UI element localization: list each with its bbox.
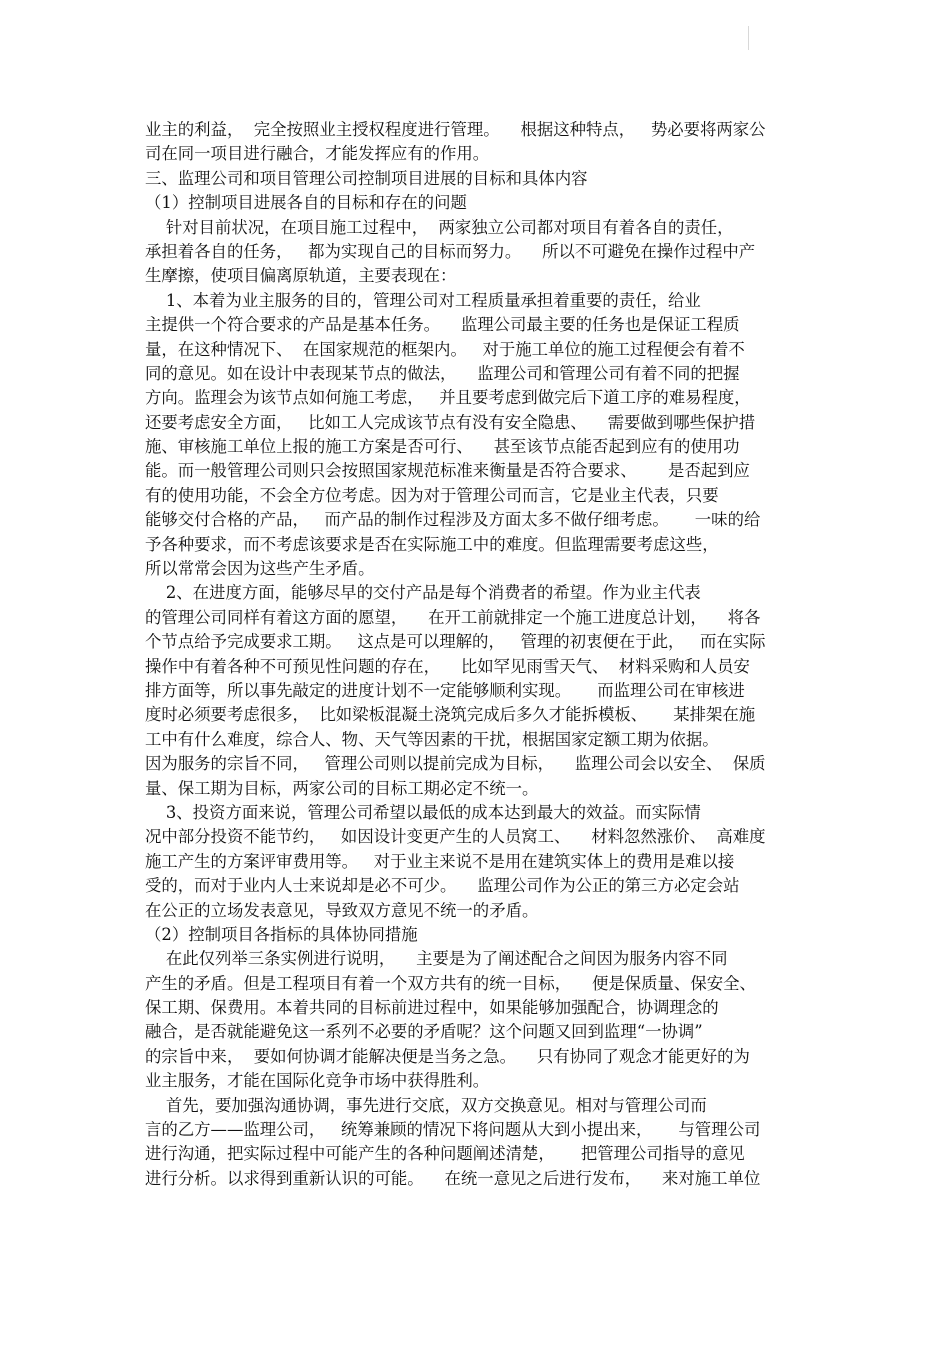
text-line: 能够交付合格的产品， 而产品的制作过程涉及方面太多不做仔细考虑。 一味的给 <box>145 510 761 530</box>
text-line: 生摩擦，使项目偏离原轨道，主要表现在： <box>145 266 457 286</box>
text-line: 方向。监理会为该节点如何施工考虑， 并且要考虑到做完后下道工序的难易程度， <box>145 388 751 408</box>
text-line: 的管理公司同样有着这方面的愿望， 在开工前就排定一个施工进度总计划， 将各 <box>145 607 761 627</box>
text-line: 产生的矛盾。但是工程项目有着一个双方共有的统一目标， 便是保质量、保安全、 <box>145 973 756 993</box>
text-line: 况中部分投资不能节约， 如因设计变更产生的人员窝工、 材料忽然涨价、 高难度 <box>145 827 766 847</box>
text-line: 予各种要求，而不考虑该要求是否在实际施工中的难度。但监理需要考虑这些， <box>145 534 719 554</box>
text-line: 受的，而对于业内人士来说却是必不可少。 监理公司作为公正的第三方必定会站 <box>145 876 740 896</box>
page-edge-mark <box>748 26 749 50</box>
text-line: 所以常常会因为这些产生矛盾。 <box>145 559 375 579</box>
text-line: （1）控制项目进展各自的目标和存在的问题 <box>145 193 467 213</box>
text-line: 还要考虑安全方面， 比如工人完成该节点有没有安全隐患、 需要做到哪些保护措 <box>145 412 756 432</box>
text-line: 司在同一项目进行融合，才能发挥应有的作用。 <box>145 144 490 164</box>
text-line: 业主服务，才能在国际化竞争市场中获得胜利。 <box>145 1071 490 1091</box>
text-line: 有的使用功能，不会全方位考虑。因为对于管理公司而言，它是业主代表，只要 <box>145 485 719 505</box>
text-line: 言的乙方——监理公司， 统筹兼顾的情况下将问题从大到小提出来， 与管理公司 <box>145 1120 761 1140</box>
text-line: 的宗旨中来， 要如何协调才能解决便是当务之急。 只有协同了观念才能更好的为 <box>145 1046 750 1066</box>
text-line: 3、投资方面来说，管理公司希望以最低的成本达到最大的效益。而实际情 <box>145 802 701 822</box>
text-line: 施工产生的方案评审费用等。 对于业主来说不是用在建筑实体上的费用是难以接 <box>145 851 735 871</box>
text-line: 操作中有着各种不可预见性问题的存在， 比如罕见雨雪天气、 材料采购和人员安 <box>145 656 750 676</box>
text-line: 量、保工期为目标，两家公司的目标工期必定不统一。 <box>145 778 539 798</box>
text-line: 能。而一般管理公司则只会按照国家规范标准来衡量是否符合要求、 是否起到应 <box>145 461 750 481</box>
text-line: 个节点给予完成要求工期。 这点是可以理解的， 管理的初衷便在于此， 而在实际 <box>145 632 766 652</box>
text-line: 业主的利益， 完全按照业主授权程度进行管理。 根据这种特点， 势必要将两家公 <box>145 120 766 139</box>
text-line: 承担着各自的任务， 都为实现自己的目标而努力。 所以不可避免在操作过程中产 <box>145 241 756 261</box>
text-line: 针对目前状况，在项目施工过程中， 两家独立公司都对项目有着各自的责任， <box>145 217 734 237</box>
text-line: 主提供一个符合要求的产品是基本任务。 监理公司最主要的任务也是保证工程质 <box>145 315 740 335</box>
text-line: 因为服务的宗旨不同， 管理公司则以提前完成为目标， 监理公司会以安全、 保质 <box>145 754 766 774</box>
text-line: 度时必须要考虑很多， 比如梁板混凝土浇筑完成后多久才能拆模板、 某排架在施 <box>145 705 756 725</box>
text-line: （2）控制项目各指标的具体协同措施 <box>145 924 418 944</box>
text-line: 同的意见。如在设计中表现某节点的做法， 监理公司和管理公司有着不同的把握 <box>145 363 740 383</box>
text-line: 施、审核施工单位上报的施工方案是否可行、 甚至该节点能否起到应有的使用功 <box>145 437 740 457</box>
document-body <box>145 118 825 1191</box>
text-line: 排方面等，所以事先敲定的进度计划不一定能够顺利实现。 而监理公司在审核进 <box>145 680 745 700</box>
text-line: 进行分析。以求得到重新认识的可能。 在统一意见之后进行发布， 来对施工单位 <box>145 1168 761 1188</box>
text-line: 在此仅列举三条实例进行说明， 主要是为了阐述配合之间因为服务内容不同 <box>145 949 728 969</box>
text-line: 量，在这种情况下、 在国家规范的框架内。 对于施工单位的施工过程便会有着不 <box>145 339 745 359</box>
text-line: 进行沟通，把实际过程中可能产生的各种问题阐述清楚， 把管理公司指导的意见 <box>145 1144 745 1164</box>
text-line: 1、本着为业主服务的目的，管理公司对工程质量承担着重要的责任，给业 <box>145 290 701 310</box>
text-line: 三、监理公司和项目管理公司控制项目进展的目标和具体内容 <box>145 168 588 188</box>
text-line: 工中有什么难度，综合人、物、天气等因素的干扰，根据国家定额工期为依据。 <box>145 729 719 749</box>
text-line: 融合，是否就能避免这一系列不必要的矛盾呢？这个问题又回到监理“一协调” <box>145 1022 703 1042</box>
text-line: 保工期、保费用。本着共同的目标前进过程中，如果能够加强配合，协调理念的 <box>145 998 719 1018</box>
text-line: 首先，要加强沟通协调，事先进行交底，双方交换意见。相对与管理公司而 <box>145 1095 707 1115</box>
text-line: 2、在进度方面，能够尽早的交付产品是每个消费者的希望。作为业主代表 <box>145 583 701 603</box>
text-line: 在公正的立场发表意见，导致双方意见不统一的矛盾。 <box>145 900 539 920</box>
